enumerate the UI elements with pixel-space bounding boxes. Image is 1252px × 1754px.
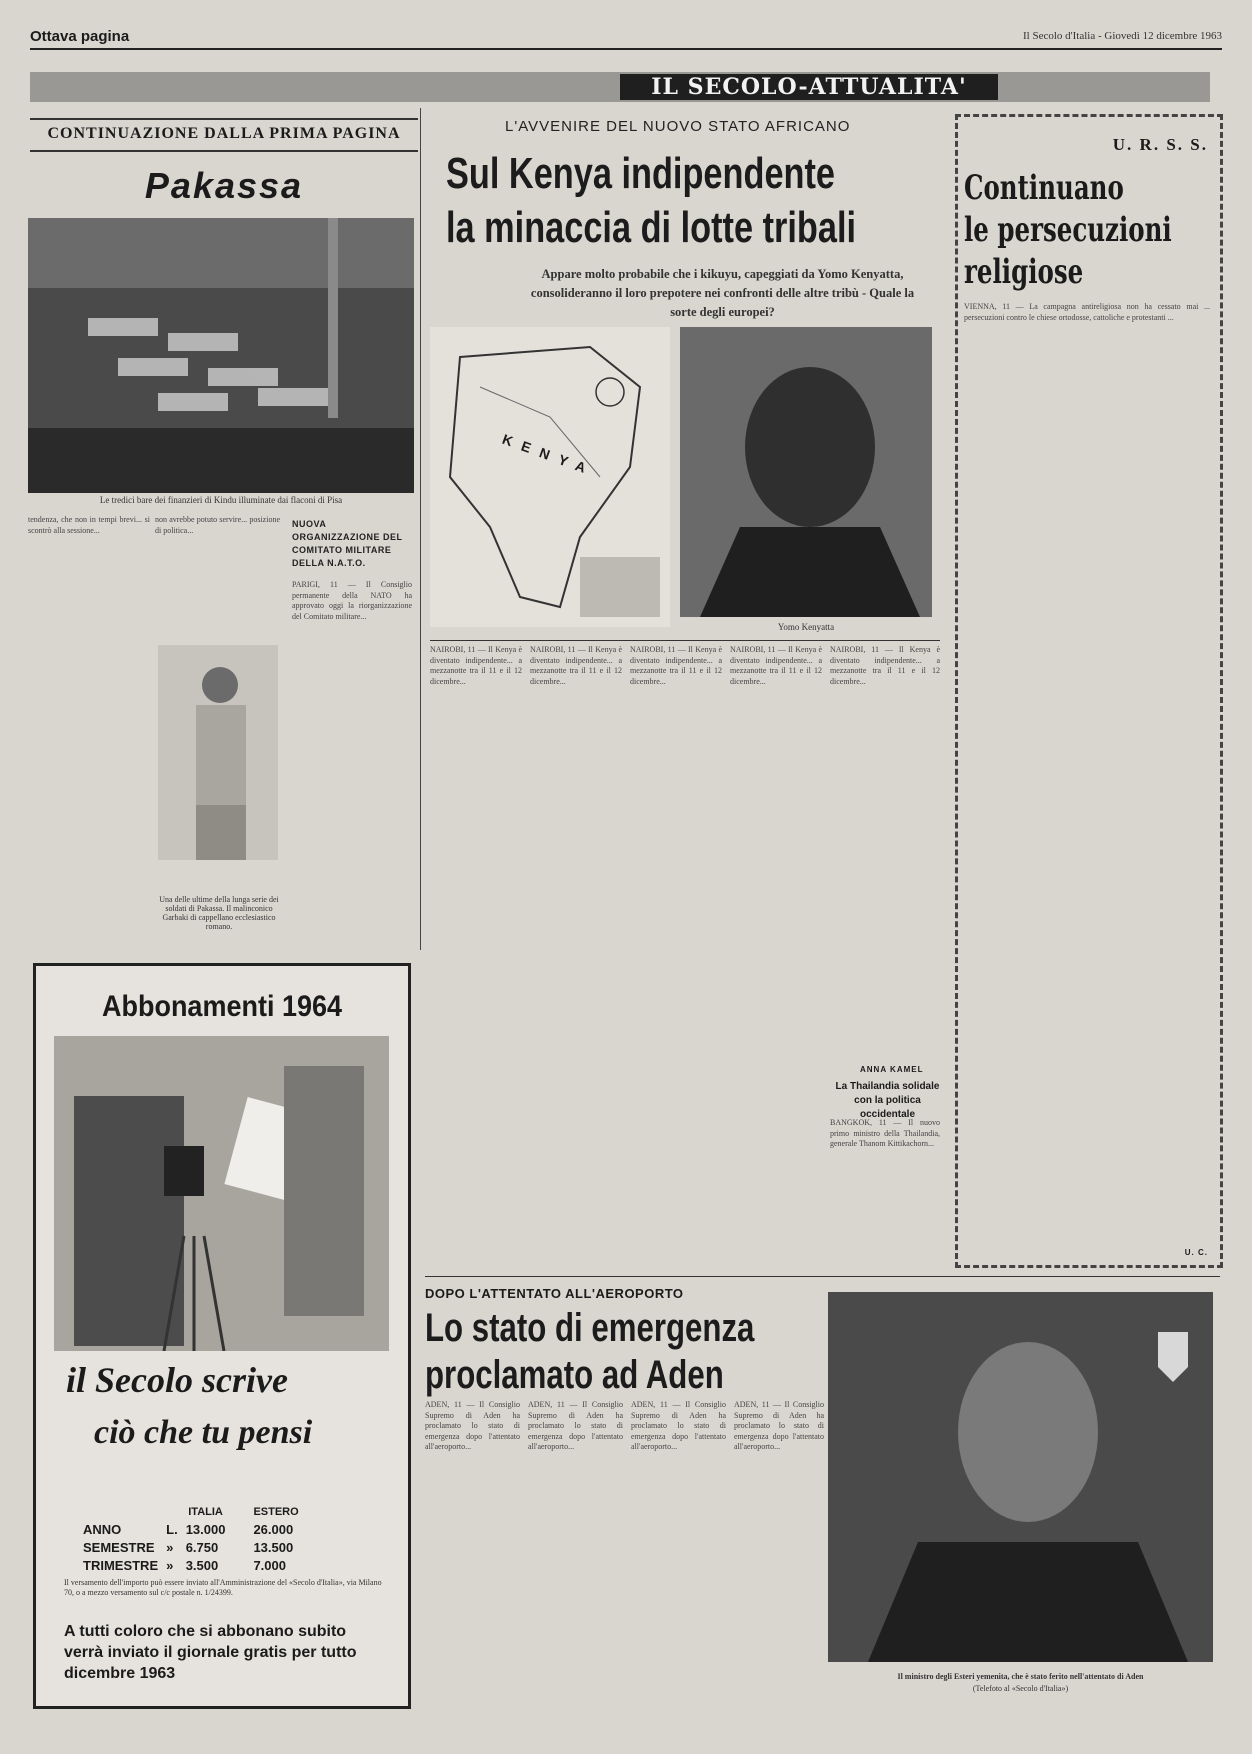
kenya-headline-line-1: Sul Kenya indipendente (446, 149, 836, 198)
aden-minister-photo-illustration (828, 1292, 1213, 1662)
urss-signature: U. C. (1184, 1248, 1208, 1257)
banner-title: IL SECOLO-ATTUALITA' (620, 74, 998, 100)
nato-text: PARIGI, 11 — Il Consiglio permanente della NATO ha approvato oggi la riorganizzazione del Comitato militare... (292, 580, 412, 621)
thailand-text: BANGKOK, 11 — Il nuovo primo ministro della Thailandia, generale Thanom Kittikachorn... (830, 1118, 940, 1148)
kenya-text-col-2: NAIROBI, 11 — Il Kenya è diventato indipendente... a mezzanotte tra il 11 e il 12 dicembre... (530, 645, 622, 686)
subscription-title: Abbonamenti 1964 (101, 990, 343, 1023)
price-italia: 13.000 (185, 1522, 226, 1537)
kenya-map-illustration (430, 327, 670, 627)
soldier-photo-illustration (158, 645, 278, 860)
aden-text-col-3: ADEN, 11 — Il Consiglio Supremo di Aden ha proclamato lo stato di emergenza dopo l'attentato all'aeroporto... (631, 1400, 726, 1451)
aden-headline-line-1: Lo stato di emergenza (425, 1306, 755, 1350)
price-row-label: ANNO (83, 1522, 122, 1537)
price-row-prefix: L. (166, 1522, 178, 1537)
aden-headline-line-2: proclamato ad Aden (425, 1353, 724, 1397)
subscription-photo-illustration (54, 1036, 389, 1351)
price-row-label: TRIMESTRE (83, 1558, 159, 1573)
kenya-byline: ANNA KAMEL (860, 1065, 924, 1074)
page-section-label: Ottava pagina (30, 28, 130, 45)
coffins-photo-illustration (28, 218, 414, 493)
urss-headline-line-1: Continuano (964, 168, 1124, 208)
urss-headline-line-3: religiose (964, 252, 1084, 292)
price-row-prefix: » (166, 1558, 174, 1573)
aden-kicker: DOPO L'ATTENTATO ALL'AEROPORTO (425, 1286, 684, 1301)
kenya-text-col-4: NAIROBI, 11 — Il Kenya è diventato indipendente... a mezzanotte tra il 11 e il 12 dicembre... (730, 645, 822, 686)
kenyatta-caption: Yomo Kenyatta (777, 622, 835, 632)
coffins-photo-caption: Le tredici bare dei finanzieri di Kindu illuminate dai flaconi di Pisa (99, 495, 343, 505)
pakassa-title: Pakassa (144, 165, 304, 206)
kenyatta-photo-illustration (680, 327, 932, 617)
aden-minister-photo (828, 1292, 1213, 1662)
kenya-text-col-3: NAIROBI, 11 — Il Kenya è diventato indipendente... a mezzanotte tra il 11 e il 12 dicembre... (630, 645, 722, 686)
subscription-footer: A tutti coloro che si abbonano subito verrà inviato il giornale gratis per tutto dicembre 1963 (64, 1623, 357, 1682)
price-row-label: SEMESTRE (83, 1540, 155, 1555)
column-rule (420, 108, 421, 950)
soldier-photo-caption: Una delle ultime della lunga serie dei soldati di Pakassa. Il malinconico Garbaki di cappellano ecclesiastico romano. (159, 895, 279, 931)
masthead (30, 28, 1222, 50)
pakassa-text-column-2: non avrebbe potuto servire... posizione di politica... (155, 515, 280, 535)
kenya-text-col-5: NAIROBI, 11 — Il Kenya è diventato indipendente... a mezzanotte tra il 11 e il 12 dicembre... (830, 645, 940, 686)
urss-article-box (955, 114, 1223, 1268)
price-italia: 3.500 (185, 1558, 219, 1573)
soldier-photo (158, 645, 278, 860)
slogan-line-2: ciò che tu pensi (94, 1414, 313, 1451)
subscription-ad (33, 963, 411, 1709)
subscription-note: Il versamento dell'importo può essere inviato all'Amministrazione del «Secolo d'Italia», via Milano 70, o a mezzo versamento sul c/c postale n. 1/24399. (64, 1578, 382, 1597)
kenyatta-photo (680, 327, 932, 617)
price-row (83, 1522, 305, 1538)
urss-headline-line-2: le persecuzioni (964, 210, 1172, 250)
price-row (83, 1540, 305, 1556)
urss-label: U. R. S. S. (1112, 135, 1208, 154)
map-label: KENYA (500, 430, 598, 480)
divider (425, 1276, 1220, 1277)
price-row-prefix: » (166, 1540, 174, 1555)
kenya-map (430, 327, 670, 627)
slogan-line-1: il Secolo scrive (66, 1360, 288, 1400)
nato-heading: NUOVA ORGANIZZAZIONE DEL COMITATO MILITARE DELLA N.A.T.O. (292, 519, 403, 568)
price-italia: 6.750 (185, 1540, 219, 1555)
divider (430, 640, 940, 641)
section-banner (30, 72, 1210, 102)
aden-text-col-1: ADEN, 11 — Il Consiglio Supremo di Aden ha proclamato lo stato di emergenza dopo l'attentato all'aeroporto... (425, 1400, 520, 1451)
price-row (83, 1558, 305, 1574)
coffins-photo (28, 218, 414, 493)
urss-text: VIENNA, 11 — La campagna antireligiosa non ha cessato mai ... persecuzioni contro le chiese ortodosse, cattoliche e protestanti ... (964, 302, 1210, 322)
pakassa-text-column-1: tendenza, che non in tempi brevi... si scontrò alla sessione... (28, 515, 150, 535)
price-col-italia: ITALIA (188, 1506, 223, 1518)
paper-date: Il Secolo d'Italia - Giovedì 12 dicembre 1963 (1022, 30, 1222, 42)
continuation-heading: CONTINUAZIONE DALLA PRIMA PAGINA (47, 125, 401, 142)
divider (30, 118, 418, 120)
aden-text-col-4: ADEN, 11 — Il Consiglio Supremo di Aden ha proclamato lo stato di emergenza dopo l'attentato all'aeroporto... (734, 1400, 824, 1451)
aden-photo-caption: Il ministro degli Esteri yemenita, che è stato ferito nell'attentato di Aden (897, 1672, 1144, 1681)
price-estero: 13.500 (253, 1540, 294, 1555)
kenya-deck: Appare molto probabile che i kikuyu, capeggiati da Yomo Kenyatta, consolideranno il loro prepotere nei confronti delle altre tribù - Quale la sorte degli europei? (530, 267, 915, 319)
aden-text-col-2: ADEN, 11 — Il Consiglio Supremo di Aden ha proclamato lo stato di emergenza dopo l'attentato all'aeroporto... (528, 1400, 623, 1451)
kenya-headline-line-2: la minaccia di lotte tribali (446, 203, 857, 252)
price-estero: 7.000 (253, 1558, 286, 1573)
price-estero: 26.000 (253, 1522, 294, 1537)
kenya-text-col-1: NAIROBI, 11 — Il Kenya è diventato indipendente... a mezzanotte tra il 11 e il 12 dicembre... (430, 645, 522, 686)
subscription-photo (54, 1036, 389, 1351)
price-col-estero: ESTERO (253, 1506, 299, 1518)
divider (30, 150, 418, 152)
price-table (81, 1502, 307, 1576)
aden-photo-credit: (Telefoto al «Secolo d'Italia») (972, 1684, 1069, 1693)
thailand-headline: La Thailandia solidale con la politica occidentale (835, 1081, 940, 1120)
kenya-kicker: L'AVVENIRE DEL NUOVO STATO AFRICANO (505, 118, 851, 135)
